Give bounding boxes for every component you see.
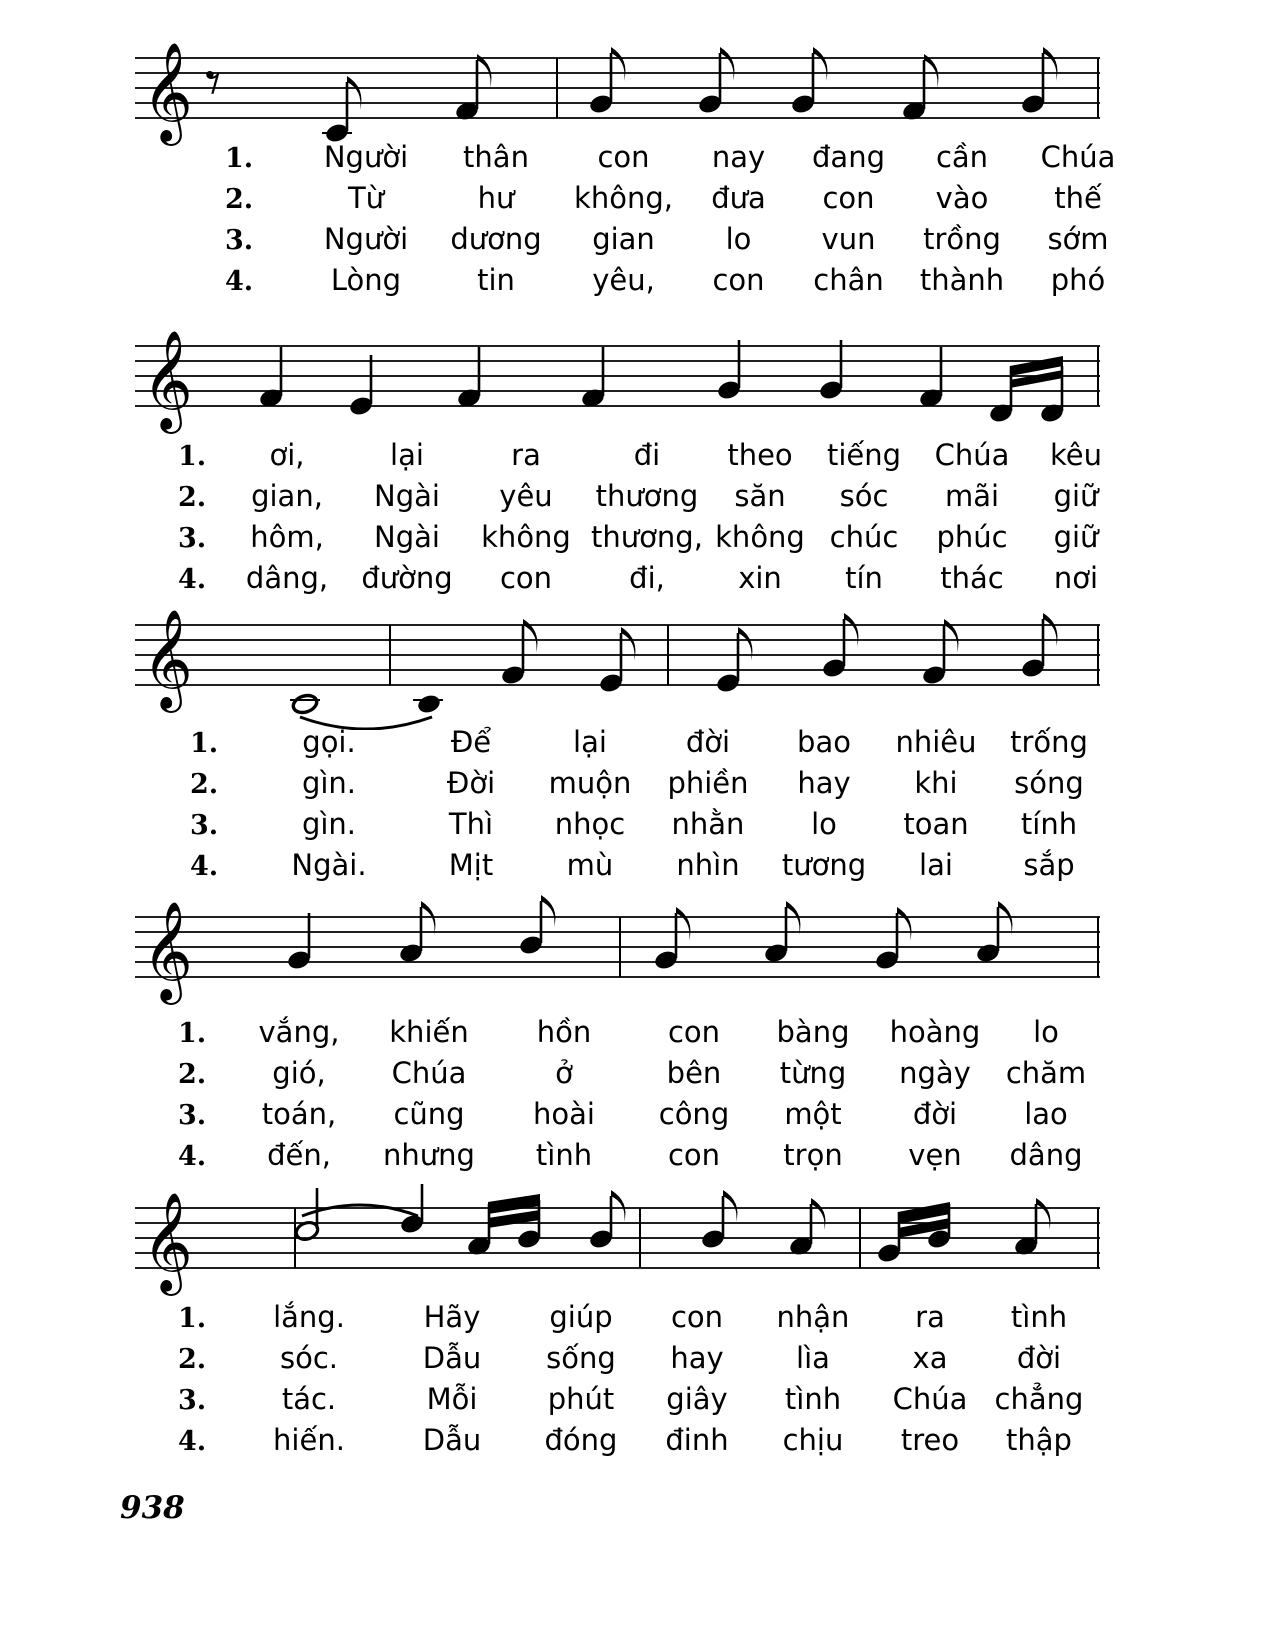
lyric-row — [0, 1300, 1275, 1341]
lyric-syllable: Từ — [347, 181, 385, 215]
lyrics-block-2 — [0, 438, 1275, 602]
lyrics-block-4 — [0, 1015, 1275, 1179]
lyric-syllable: công — [658, 1097, 730, 1131]
lyric-syllable: yêu — [499, 479, 553, 513]
lyric-syllable: thập — [1006, 1423, 1072, 1457]
lyric-row — [0, 561, 1275, 602]
lyric-syllable: hư — [477, 181, 515, 215]
staff-5 — [0, 1180, 1275, 1300]
lyric-syllable: Đời — [446, 766, 496, 800]
lyric-syllable: hiến. — [273, 1423, 345, 1457]
lyric-syllable: treo — [900, 1423, 960, 1457]
lyric-syllable: con — [597, 140, 650, 174]
lyric-row — [0, 848, 1275, 889]
lyric-syllable: lao — [1024, 1097, 1068, 1131]
lyric-syllable: lai — [919, 848, 953, 882]
lyric-syllable: tác. — [281, 1382, 337, 1416]
lyric-syllable: Ngài — [374, 520, 440, 554]
lyric-syllable: đinh — [665, 1423, 729, 1457]
lyric-syllable: trồng — [923, 222, 1001, 256]
lyric-syllable: đường — [361, 561, 453, 595]
verse-number: 1. — [178, 1018, 207, 1049]
lyric-syllable: lo — [1033, 1015, 1059, 1049]
staff-svg-2 — [0, 318, 1275, 443]
lyric-syllable: Chúa — [1040, 140, 1116, 174]
lyric-syllable: gìn. — [301, 766, 357, 800]
verse-number: 1. — [190, 728, 219, 759]
music-system-4 — [0, 895, 1275, 1179]
lyric-syllable: dâng — [1009, 1138, 1083, 1172]
note-group-1 — [322, 47, 1057, 144]
lyric-syllable: nay — [711, 140, 766, 174]
quarter-rest-icon: 𝄾 — [205, 46, 222, 119]
lyric-syllable: bao — [797, 725, 851, 759]
lyric-syllable: phiền — [667, 766, 749, 800]
lyrics-block-1 — [0, 140, 1275, 304]
lyric-syllable: đang — [812, 140, 885, 174]
verse-number: 3. — [190, 810, 219, 841]
lyric-syllable: lo — [811, 807, 837, 841]
lyric-syllable: Chúa — [934, 438, 1010, 472]
verse-number: 4. — [178, 564, 207, 595]
lyric-syllable: sóc. — [279, 1341, 338, 1375]
lyric-syllable: Thì — [448, 807, 494, 841]
lyric-syllable: nhằn — [671, 807, 745, 841]
lyric-syllable: con — [667, 1138, 721, 1172]
lyric-syllable: sống — [546, 1341, 616, 1375]
verse-number: 1. — [178, 441, 207, 472]
lyric-syllable: hay — [797, 766, 851, 800]
lyric-syllable: con — [670, 1300, 724, 1334]
lyric-syllable: vào — [935, 181, 989, 215]
lyric-syllable: Mỗi — [426, 1382, 478, 1416]
lyric-syllable: theo — [727, 438, 793, 472]
lyric-syllable: thương, — [591, 520, 703, 554]
verse-number: 1. — [225, 143, 254, 174]
lyric-row — [0, 1423, 1275, 1464]
treble-clef-icon: 𝄞 — [142, 609, 193, 709]
lyric-syllable: cũng — [393, 1097, 465, 1131]
staff-svg-1 — [0, 20, 1275, 150]
lyric-syllable: nhưng — [383, 1138, 475, 1172]
lyric-syllable: đóng — [544, 1423, 618, 1457]
lyric-row — [0, 1056, 1275, 1097]
treble-clef-icon: 𝄞 — [142, 901, 193, 1001]
lyric-syllable: toan — [903, 807, 969, 841]
lyric-syllable: thác — [940, 561, 1004, 595]
lyric-syllable: giữ — [1053, 479, 1099, 513]
verse-number: 4. — [190, 851, 219, 882]
lyric-syllable: không — [715, 520, 805, 554]
lyric-syllable: tương — [781, 848, 867, 882]
lyric-syllable: lắng. — [273, 1300, 345, 1334]
lyric-row — [0, 766, 1275, 807]
staff-4 — [0, 895, 1275, 1015]
verse-number: 4. — [178, 1141, 207, 1172]
lyric-syllable: thương — [595, 479, 699, 513]
treble-clef-icon: 𝄞 — [142, 42, 193, 142]
lyric-syllable: sớm — [1047, 222, 1109, 256]
lyric-syllable: trống — [1010, 725, 1088, 759]
note-group-2 — [258, 340, 1065, 424]
lyric-syllable: tình — [1010, 1300, 1068, 1334]
staff-svg-5 — [0, 1180, 1275, 1302]
verse-number: 2. — [178, 1344, 207, 1375]
lyrics-block-5 — [0, 1300, 1275, 1464]
lyric-syllable: chăm — [1005, 1056, 1087, 1090]
lyric-syllable: khi — [914, 766, 958, 800]
lyric-syllable: hoài — [533, 1097, 595, 1131]
lyric-syllable: hay — [670, 1341, 724, 1375]
lyric-syllable: dương — [450, 222, 542, 256]
lyric-syllable: lìa — [796, 1341, 830, 1375]
lyric-syllable: bàng — [776, 1015, 850, 1049]
lyric-syllable: ra — [915, 1300, 945, 1334]
lyric-row — [0, 1097, 1275, 1138]
lyric-syllable: đời — [912, 1097, 958, 1131]
lyric-syllable: Hãy — [423, 1300, 481, 1334]
verse-number: 2. — [178, 482, 207, 513]
verse-number: 2. — [178, 1059, 207, 1090]
verse-number: 1. — [178, 1303, 207, 1334]
lyric-syllable: gìn. — [301, 807, 357, 841]
lyric-syllable: tình — [535, 1138, 593, 1172]
lyric-syllable: sắp — [1023, 848, 1075, 882]
lyric-syllable: tính — [1020, 807, 1078, 841]
staff-2 — [0, 318, 1275, 438]
lyric-row — [0, 438, 1275, 479]
lyric-syllable: dâng, — [245, 561, 329, 595]
lyric-syllable: nhìn — [676, 848, 740, 882]
lyric-row — [0, 807, 1275, 848]
note-group-4 — [286, 895, 1013, 971]
lyric-syllable: vẹn — [908, 1138, 962, 1172]
lyric-row — [0, 725, 1275, 766]
staff-1 — [0, 20, 1275, 140]
lyric-syllable: phúc — [936, 520, 1008, 554]
lyric-syllable: thành — [919, 263, 1005, 297]
lyric-syllable: yêu, — [592, 263, 655, 297]
lyric-syllable: giữ — [1053, 520, 1099, 554]
staff-3 — [0, 605, 1275, 725]
lyric-syllable: không, — [574, 181, 673, 215]
lyric-syllable: một — [784, 1097, 842, 1131]
lyric-syllable: nơi — [1053, 561, 1099, 595]
lyric-syllable: giây — [666, 1382, 728, 1416]
lyric-syllable: tình — [784, 1382, 842, 1416]
lyric-syllable: Dẫu — [422, 1423, 482, 1457]
lyric-syllable: đưa — [711, 181, 766, 215]
lyric-row — [0, 181, 1275, 222]
lyric-syllable: thân — [463, 140, 529, 174]
lyric-syllable: cần — [935, 140, 989, 174]
lyric-syllable: Người — [323, 140, 409, 174]
lyric-syllable: phút — [547, 1382, 615, 1416]
lyric-syllable: kêu — [1050, 438, 1102, 472]
lyric-syllable: tiếng — [826, 438, 902, 472]
lyric-syllable: chịu — [782, 1423, 844, 1457]
lyric-syllable: gian — [592, 222, 655, 256]
lyric-syllable: gọi. — [302, 725, 356, 759]
lyric-syllable: Ngài — [374, 479, 440, 513]
music-system-5 — [0, 1180, 1275, 1464]
lyric-syllable: đời — [685, 725, 731, 759]
lyric-syllable: gió, — [272, 1056, 326, 1090]
lyric-syllable: trọn — [783, 1138, 843, 1172]
lyric-syllable: mãi — [944, 479, 1000, 513]
lyric-syllable: con — [499, 561, 553, 595]
lyric-syllable: chúc — [829, 520, 899, 554]
lyric-row — [0, 1138, 1275, 1179]
lyric-syllable: Để — [450, 725, 492, 759]
lyric-syllable: bên — [666, 1056, 722, 1090]
verse-number: 4. — [225, 266, 254, 297]
music-system-2 — [0, 318, 1275, 602]
lyric-syllable: mù — [566, 848, 614, 882]
lyric-syllable: ra — [511, 438, 541, 472]
lyric-syllable: đời — [1016, 1341, 1062, 1375]
music-system-3 — [0, 605, 1275, 889]
lyric-row — [0, 1015, 1275, 1056]
lyric-syllable: tín — [845, 561, 883, 595]
lyric-syllable: toán, — [261, 1097, 337, 1131]
lyric-syllable: nhiêu — [895, 725, 977, 759]
lyric-syllable: khiến — [389, 1015, 469, 1049]
lyric-syllable: Chúa — [892, 1382, 968, 1416]
lyric-syllable: thế — [1054, 181, 1102, 215]
lyric-row — [0, 140, 1275, 181]
lyric-syllable: vun — [821, 222, 876, 256]
lyric-syllable: ơi, — [269, 438, 305, 472]
lyric-syllable: giúp — [549, 1300, 613, 1334]
verse-number: 3. — [178, 1100, 207, 1131]
lyric-syllable: con — [667, 1015, 721, 1049]
lyric-syllable: con — [712, 263, 765, 297]
lyric-syllable: đến, — [267, 1138, 331, 1172]
lyric-syllable: nhận — [776, 1300, 850, 1334]
lyric-syllable: tin — [477, 263, 515, 297]
lyric-syllable: xin — [738, 561, 782, 595]
verse-number: 2. — [190, 769, 219, 800]
note-group-3 — [290, 613, 1057, 729]
lyric-row — [0, 1382, 1275, 1423]
verse-number: 3. — [178, 1385, 207, 1416]
lyric-syllable: con — [822, 181, 875, 215]
lyric-syllable: sóc — [839, 479, 889, 513]
verse-number: 4. — [178, 1426, 207, 1457]
lyric-row — [0, 222, 1275, 263]
treble-clef-icon: 𝄞 — [142, 1192, 193, 1292]
lyric-syllable: vắng, — [258, 1015, 340, 1049]
treble-clef-icon: 𝄞 — [142, 330, 193, 430]
lyric-syllable: đi, — [629, 561, 665, 595]
lyric-row — [0, 263, 1275, 304]
lyric-syllable: lại — [573, 725, 607, 759]
lyric-syllable: lại — [390, 438, 424, 472]
lyric-syllable: phó — [1050, 263, 1106, 297]
lyric-syllable: hồn — [536, 1015, 592, 1049]
verse-number: 2. — [225, 184, 254, 215]
lyric-syllable: Mịt — [448, 848, 494, 882]
verse-number: 3. — [178, 523, 207, 554]
lyric-syllable: hoàng — [889, 1015, 981, 1049]
lyric-syllable: xa — [912, 1341, 948, 1375]
lyrics-block-3 — [0, 725, 1275, 889]
lyric-syllable: từng — [779, 1056, 847, 1090]
page-number: 938 — [120, 1490, 185, 1526]
lyric-syllable: Người — [323, 222, 409, 256]
lyric-syllable: chẳng — [994, 1382, 1084, 1416]
staff-svg-3 — [0, 605, 1275, 730]
lyric-syllable: săn — [734, 479, 786, 513]
lyric-syllable: nhọc — [554, 807, 626, 841]
lyric-row — [0, 1341, 1275, 1382]
music-system-1 — [0, 20, 1275, 304]
lyric-syllable: đi — [633, 438, 661, 472]
lyric-syllable: hôm, — [250, 520, 324, 554]
lyric-syllable: Chúa — [391, 1056, 467, 1090]
lyric-syllable: muộn — [548, 766, 632, 800]
verse-number: 3. — [225, 225, 254, 256]
lyric-syllable: lo — [725, 222, 752, 256]
lyric-row — [0, 479, 1275, 520]
lyric-syllable: gian, — [251, 479, 323, 513]
staff-svg-4 — [0, 895, 1275, 1017]
lyric-row — [0, 520, 1275, 561]
lyric-syllable: Ngài. — [291, 848, 367, 882]
lyric-syllable: không — [481, 520, 571, 554]
lyric-syllable: ngày — [899, 1056, 971, 1090]
lyric-syllable: Lòng — [330, 263, 402, 297]
lyric-syllable: chân — [813, 263, 884, 297]
lyric-syllable: Dẫu — [422, 1341, 482, 1375]
lyric-syllable: sóng — [1014, 766, 1084, 800]
lyric-syllable: ở — [555, 1056, 573, 1090]
